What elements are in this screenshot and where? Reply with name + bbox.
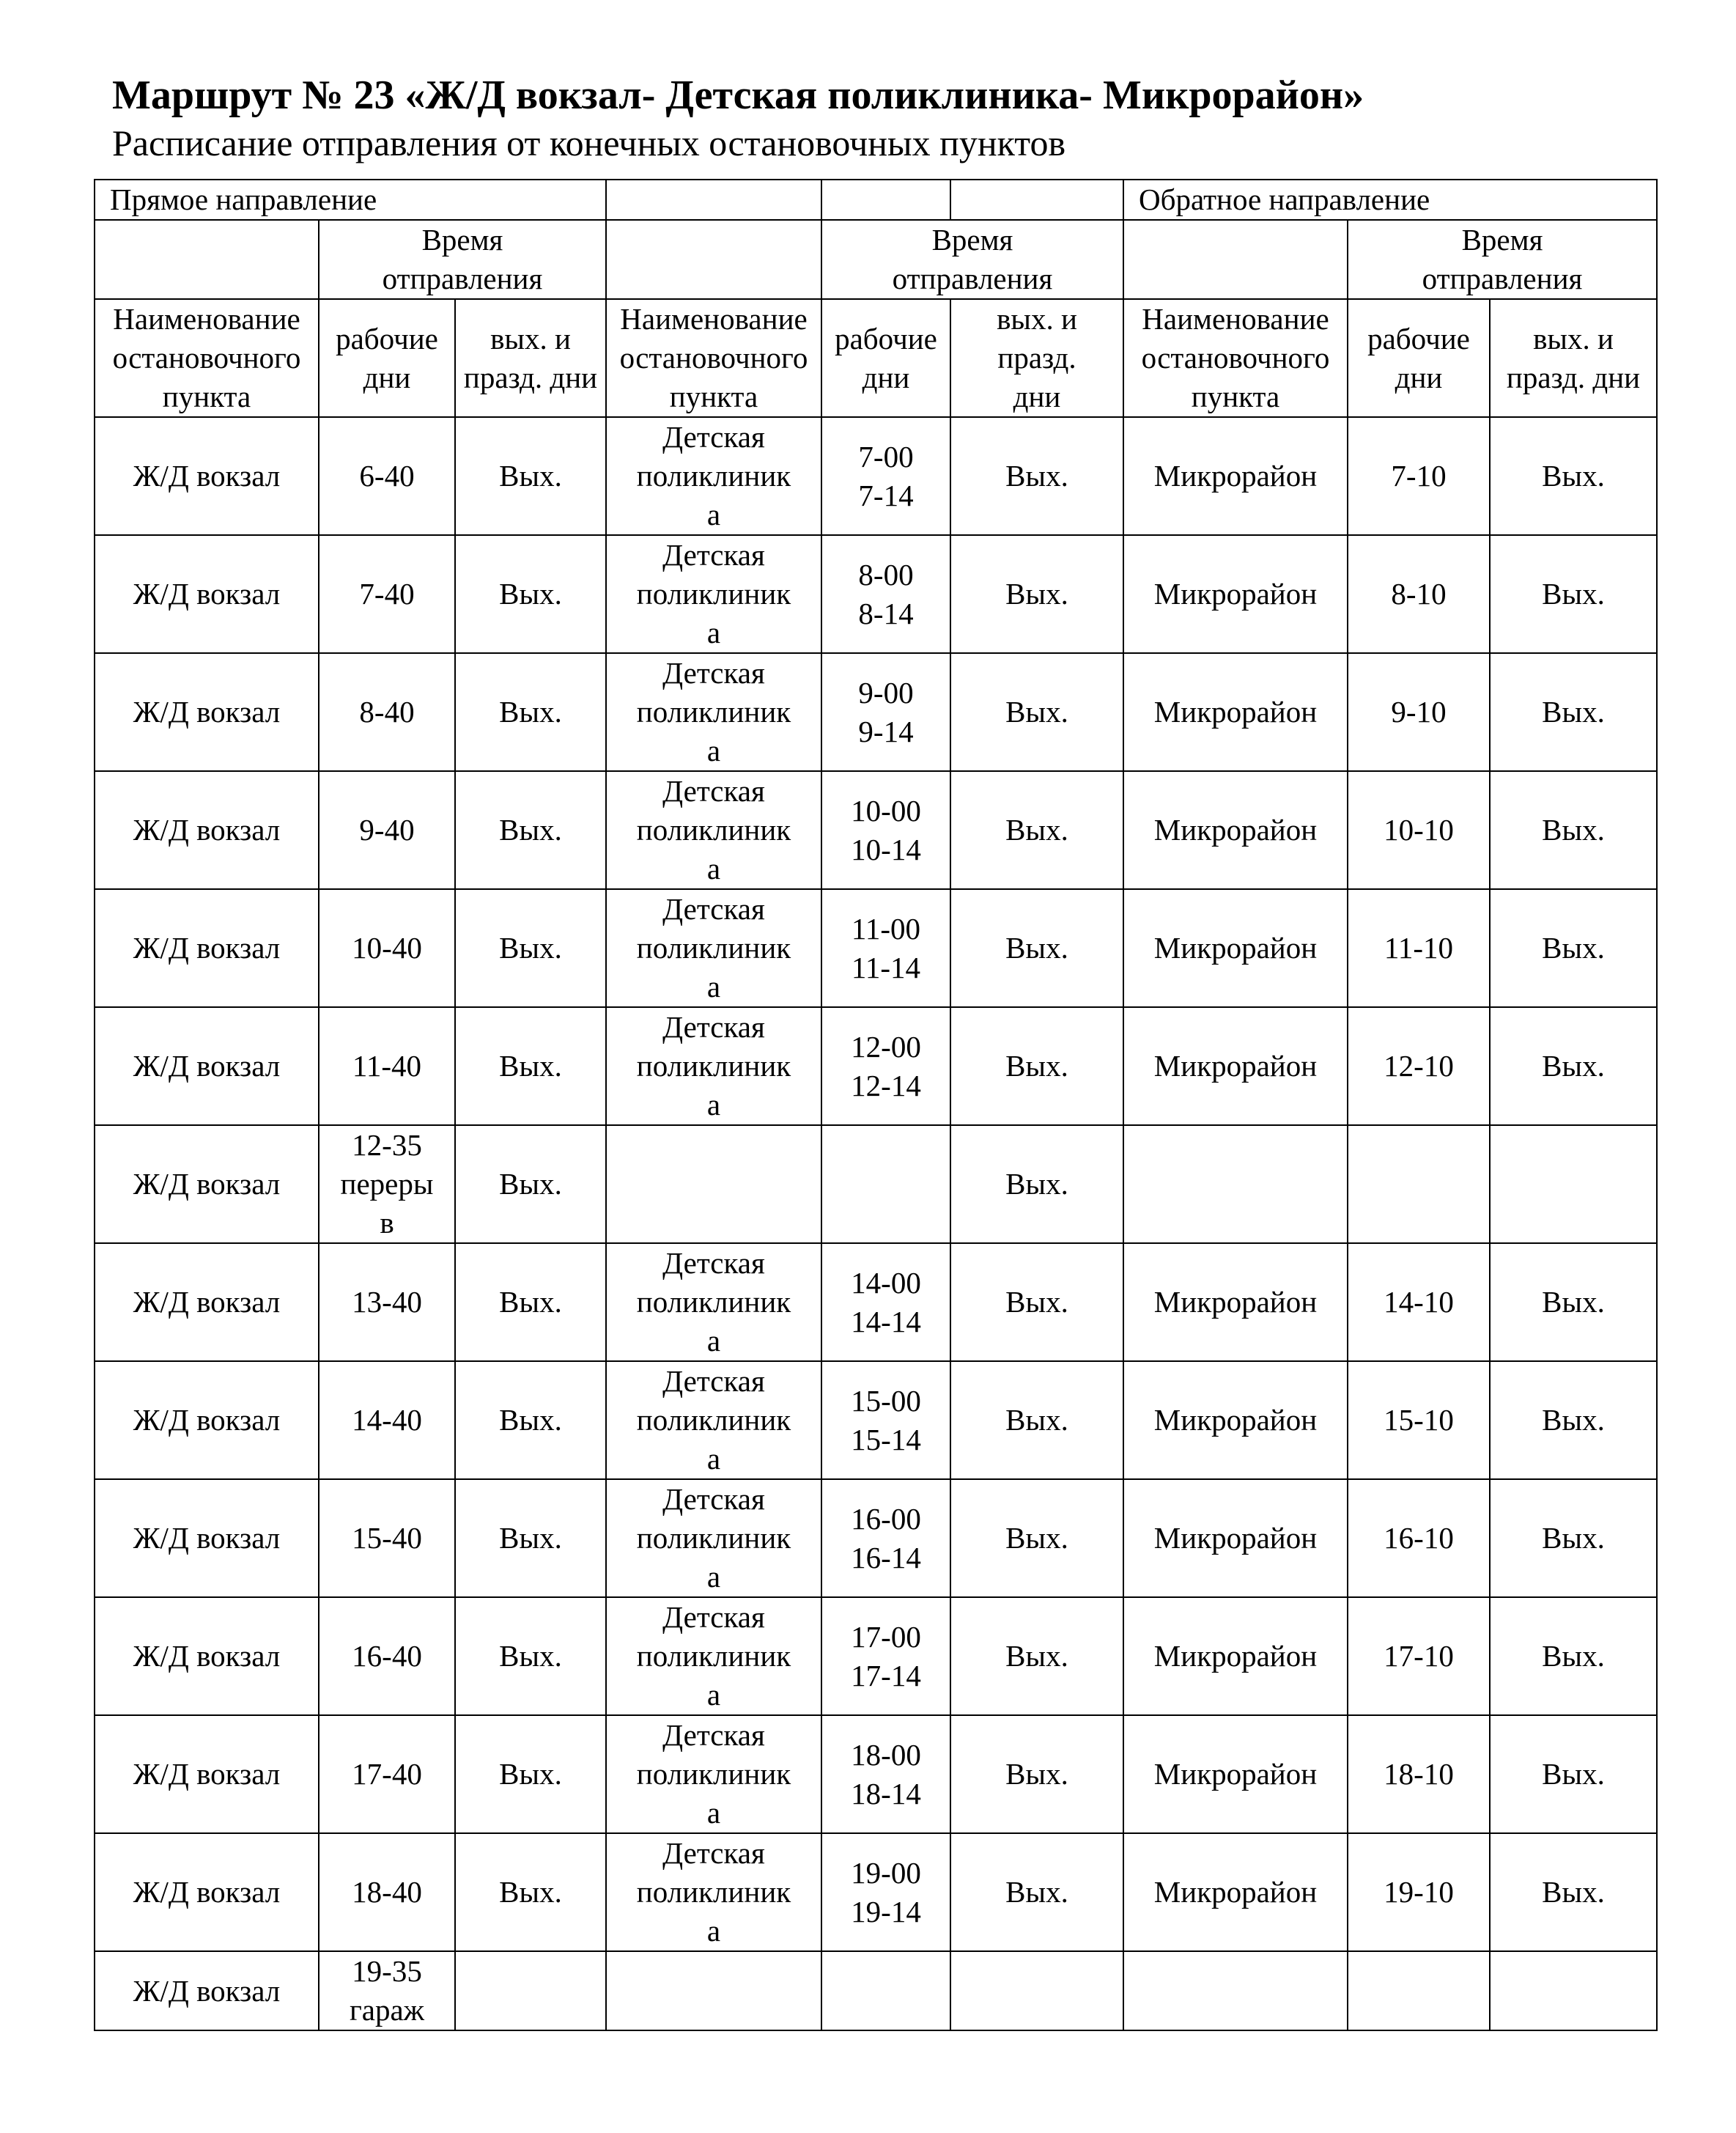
header-row-columns — [95, 299, 1657, 417]
cell-line: Детская — [662, 1364, 765, 1398]
time-middle-workdays — [821, 535, 950, 653]
stop-reverse-cell — [1123, 1125, 1348, 1243]
cell-line: 10-14 — [851, 832, 921, 866]
time-direct-workdays — [319, 1597, 455, 1715]
cell-line: гараж — [349, 1993, 425, 2027]
header-time-label: отправления — [382, 262, 543, 295]
time-reverse-workdays — [1348, 1951, 1490, 2030]
time-reverse-workdays: 9-10 — [1348, 653, 1490, 771]
cell-line: 12-00 — [851, 1029, 921, 1064]
time-middle-workdays — [821, 417, 950, 535]
header-stop-name — [606, 299, 821, 417]
stop-middle-cell — [606, 1597, 821, 1715]
header-weekends-line: празд. — [997, 341, 1076, 375]
time-direct-workdays — [319, 1007, 455, 1125]
time-middle-workdays — [821, 1597, 950, 1715]
time-direct-workdays — [319, 1951, 455, 2030]
header-stop-name-line: пункта — [1191, 380, 1280, 413]
header-weekends-line: вых. и — [1533, 321, 1614, 356]
time-reverse-workdays: 16-10 — [1348, 1479, 1490, 1597]
cell-line: 18-14 — [851, 1776, 921, 1810]
stop-middle-cell — [606, 1243, 821, 1361]
cell-line: 15-40 — [352, 1521, 422, 1555]
header-workdays — [821, 299, 950, 417]
stop-direct-cell: Ж/Д вокзал — [95, 771, 319, 889]
time-reverse-workdays: 14-10 — [1348, 1243, 1490, 1361]
cell-line: 7-40 — [359, 577, 415, 611]
time-reverse-workdays: 19-10 — [1348, 1833, 1490, 1951]
time-middle-workdays — [821, 1007, 950, 1125]
time-reverse-weekends: Вых. — [1490, 1243, 1657, 1361]
header-reverse-direction: Обратное направление — [1123, 180, 1657, 220]
header-workdays-line: рабочие — [1367, 321, 1470, 356]
header-time-middle — [821, 220, 1123, 299]
header-time-direct — [319, 220, 606, 299]
cell-line: 9-14 — [858, 714, 914, 748]
time-reverse-weekends: Вых. — [1490, 1597, 1657, 1715]
time-direct-workdays — [319, 653, 455, 771]
stop-middle-cell — [606, 535, 821, 653]
stop-direct-cell: Ж/Д вокзал — [95, 1833, 319, 1951]
header-weekends — [1490, 299, 1657, 417]
time-direct-workdays — [319, 771, 455, 889]
table-row — [95, 1715, 1657, 1833]
header-weekends — [950, 299, 1123, 417]
time-reverse-weekends — [1490, 1125, 1657, 1243]
header-time-label: Время — [931, 223, 1013, 257]
time-middle-weekends — [950, 1951, 1123, 2030]
cell-line: 17-00 — [851, 1619, 921, 1654]
header-stop-name-line: Наименование — [1142, 302, 1329, 336]
header-time-label: Время — [1461, 223, 1543, 257]
header-empty-cell — [1123, 220, 1348, 299]
cell-line: а — [706, 1324, 721, 1357]
time-middle-workdays — [821, 1125, 950, 1243]
cell-line: поликлиник — [636, 1521, 791, 1555]
time-direct-weekends: Вых. — [455, 1125, 606, 1243]
stop-reverse-cell: Микрорайон — [1123, 1361, 1348, 1479]
cell-line: 14-14 — [851, 1304, 921, 1338]
time-reverse-weekends: Вых. — [1490, 1833, 1657, 1951]
time-middle-workdays — [821, 1715, 950, 1833]
cell-line: переры — [340, 1167, 434, 1201]
table-row — [95, 1833, 1657, 1951]
time-middle-workdays — [821, 653, 950, 771]
time-reverse-workdays: 8-10 — [1348, 535, 1490, 653]
header-row-time — [95, 220, 1657, 299]
header-workdays-line: дни — [862, 360, 910, 394]
time-direct-workdays — [319, 1125, 455, 1243]
stop-direct-cell: Ж/Д вокзал — [95, 1951, 319, 2030]
table-row — [95, 1597, 1657, 1715]
cell-line: 12-14 — [851, 1068, 921, 1102]
stop-middle-cell — [606, 1715, 821, 1833]
time-reverse-workdays: 11-10 — [1348, 889, 1490, 1007]
header-stop-name-line: Наименование — [113, 302, 300, 336]
table-row — [95, 771, 1657, 889]
cell-line: а — [706, 498, 721, 531]
stop-direct-cell: Ж/Д вокзал — [95, 1479, 319, 1597]
time-reverse-weekends: Вых. — [1490, 771, 1657, 889]
header-stop-name-line: пункта — [669, 380, 758, 413]
stop-reverse-cell: Микрорайон — [1123, 1243, 1348, 1361]
header-weekends-line: вых. и — [997, 302, 1077, 336]
cell-line: 14-40 — [352, 1403, 422, 1437]
cell-line: 12-35 — [352, 1128, 422, 1162]
page-title: Маршрут № 23 «Ж/Д вокзал- Детская поликлиника- Микрорайон» — [112, 73, 1364, 118]
cell-line: поликлиник — [636, 459, 791, 493]
stop-middle-cell — [606, 889, 821, 1007]
table-row — [95, 1361, 1657, 1479]
cell-line: а — [706, 970, 721, 1003]
time-direct-workdays — [319, 1479, 455, 1597]
cell-line: а — [706, 616, 721, 649]
time-direct-weekends: Вых. — [455, 771, 606, 889]
stop-middle-cell — [606, 771, 821, 889]
time-direct-weekends: Вых. — [455, 417, 606, 535]
stop-middle-cell — [606, 417, 821, 535]
time-middle-weekends: Вых. — [950, 1833, 1123, 1951]
time-reverse-workdays: 17-10 — [1348, 1597, 1490, 1715]
header-weekends-line: вых. и — [490, 321, 571, 356]
time-reverse-weekends: Вых. — [1490, 1007, 1657, 1125]
stop-direct-cell: Ж/Д вокзал — [95, 889, 319, 1007]
cell-line: 11-40 — [352, 1049, 422, 1083]
time-middle-weekends: Вых. — [950, 1243, 1123, 1361]
cell-line: а — [706, 1914, 721, 1948]
cell-line: а — [706, 1560, 721, 1594]
stop-direct-cell: Ж/Д вокзал — [95, 1715, 319, 1833]
cell-line: поликлиник — [636, 1049, 791, 1083]
header-stop-name-line: пункта — [162, 380, 251, 413]
cell-line: поликлиник — [636, 695, 791, 729]
header-empty-cell — [950, 180, 1123, 220]
time-direct-weekends: Вых. — [455, 1715, 606, 1833]
table-row — [95, 1243, 1657, 1361]
header-stop-name-line: Наименование — [620, 302, 808, 336]
cell-line: а — [706, 1442, 721, 1476]
time-reverse-workdays: 10-10 — [1348, 771, 1490, 889]
time-reverse-weekends: Вых. — [1490, 1361, 1657, 1479]
time-middle-weekends: Вых. — [950, 1361, 1123, 1479]
stop-direct-cell: Ж/Д вокзал — [95, 1243, 319, 1361]
cell-line: 16-00 — [851, 1501, 921, 1536]
cell-line: 14-00 — [851, 1265, 921, 1300]
time-middle-weekends: Вых. — [950, 653, 1123, 771]
cell-line: а — [706, 1678, 721, 1712]
cell-line: Детская — [662, 656, 765, 690]
stop-reverse-cell: Микрорайон — [1123, 1833, 1348, 1951]
stop-direct-cell: Ж/Д вокзал — [95, 1597, 319, 1715]
cell-line: 11-14 — [851, 950, 921, 984]
cell-line: 18-40 — [352, 1875, 422, 1909]
time-middle-workdays — [821, 1833, 950, 1951]
header-stop-name-line: остановочного — [1141, 341, 1330, 375]
time-reverse-workdays: 18-10 — [1348, 1715, 1490, 1833]
cell-line: 8-40 — [359, 695, 415, 729]
time-direct-workdays — [319, 1361, 455, 1479]
stop-reverse-cell: Микрорайон — [1123, 889, 1348, 1007]
cell-line: Детская — [662, 1600, 765, 1634]
cell-line: 18-00 — [851, 1737, 921, 1772]
header-empty-cell — [95, 220, 319, 299]
cell-line: 16-14 — [851, 1540, 921, 1574]
stop-direct-cell: Ж/Д вокзал — [95, 417, 319, 535]
header-workdays-line: рабочие — [336, 321, 438, 356]
time-middle-weekends: Вых. — [950, 1007, 1123, 1125]
header-workdays — [319, 299, 455, 417]
cell-line: Детская — [662, 1836, 765, 1870]
cell-line: поликлиник — [636, 1639, 791, 1673]
header-stop-name-line: остановочного — [112, 341, 301, 375]
time-middle-weekends: Вых. — [950, 1597, 1123, 1715]
stop-middle-cell — [606, 653, 821, 771]
table-row — [95, 1951, 1657, 2030]
page-subtitle: Расписание отправления от конечных остановочных пунктов — [112, 122, 1066, 163]
header-stop-name-line: остановочного — [619, 341, 808, 375]
cell-line: 15-14 — [851, 1422, 921, 1456]
time-direct-workdays — [319, 889, 455, 1007]
header-stop-name — [1123, 299, 1348, 417]
time-direct-weekends: Вых. — [455, 1361, 606, 1479]
cell-line: 10-00 — [851, 793, 921, 828]
time-direct-weekends: Вых. — [455, 889, 606, 1007]
cell-line: 15-00 — [851, 1383, 921, 1418]
time-middle-workdays — [821, 1361, 950, 1479]
stop-reverse-cell: Микрорайон — [1123, 535, 1348, 653]
time-direct-workdays — [319, 417, 455, 535]
cell-line: Детская — [662, 774, 765, 808]
cell-line: поликлиник — [636, 1757, 791, 1791]
cell-line: Детская — [662, 1482, 765, 1516]
stop-direct-cell: Ж/Д вокзал — [95, 1007, 319, 1125]
cell-line: а — [706, 1796, 721, 1830]
time-direct-workdays — [319, 535, 455, 653]
cell-line: Детская — [662, 892, 765, 926]
header-time-label: Время — [421, 223, 503, 257]
time-direct-workdays — [319, 1833, 455, 1951]
table-row — [95, 417, 1657, 535]
table-row — [95, 889, 1657, 1007]
header-time-reverse — [1348, 220, 1657, 299]
header-time-label: отправления — [892, 262, 1053, 295]
cell-line: 11-00 — [851, 911, 921, 946]
stop-reverse-cell: Микрорайон — [1123, 653, 1348, 771]
cell-line: 19-14 — [851, 1894, 921, 1928]
stop-direct-cell: Ж/Д вокзал — [95, 1125, 319, 1243]
schedule-table — [94, 179, 1658, 2031]
time-direct-weekends: Вых. — [455, 1833, 606, 1951]
time-reverse-weekends: Вых. — [1490, 653, 1657, 771]
header-time-label: отправления — [1422, 262, 1583, 295]
table-row — [95, 535, 1657, 653]
cell-line: 7-14 — [858, 478, 914, 512]
cell-line: Детская — [662, 538, 765, 572]
time-middle-weekends: Вых. — [950, 1479, 1123, 1597]
time-direct-workdays — [319, 1243, 455, 1361]
cell-line: а — [706, 734, 721, 767]
table-row — [95, 1125, 1657, 1243]
cell-line: 10-40 — [352, 931, 422, 965]
cell-line: поликлиник — [636, 1403, 791, 1437]
cell-line: 8-14 — [858, 596, 914, 630]
time-direct-weekends — [455, 1951, 606, 2030]
cell-line: поликлиник — [636, 577, 791, 611]
table-row — [95, 653, 1657, 771]
stop-reverse-cell: Микрорайон — [1123, 1597, 1348, 1715]
time-reverse-workdays — [1348, 1125, 1490, 1243]
stop-reverse-cell: Микрорайон — [1123, 771, 1348, 889]
table-row — [95, 1007, 1657, 1125]
time-direct-weekends: Вых. — [455, 1597, 606, 1715]
header-empty-cell — [821, 180, 950, 220]
header-weekends-line: дни — [1013, 380, 1061, 413]
stop-reverse-cell: Микрорайон — [1123, 1479, 1348, 1597]
cell-line: в — [380, 1206, 394, 1239]
time-middle-workdays — [821, 1951, 950, 2030]
header-weekends-line: празд. дни — [1506, 360, 1641, 394]
header-empty-cell — [606, 180, 821, 220]
cell-line: 8-00 — [858, 557, 914, 592]
cell-line: 19-35 — [352, 1954, 422, 1988]
header-direct-direction: Прямое направление — [95, 180, 606, 220]
time-reverse-weekends — [1490, 1951, 1657, 2030]
cell-line: 19-00 — [851, 1855, 921, 1890]
time-middle-workdays — [821, 1243, 950, 1361]
time-direct-weekends: Вых. — [455, 1243, 606, 1361]
time-middle-workdays — [821, 771, 950, 889]
cell-line: Детская — [662, 420, 765, 454]
cell-line: поликлиник — [636, 1285, 791, 1319]
cell-line: 6-40 — [359, 459, 415, 493]
cell-line: поликлиник — [636, 931, 791, 965]
time-middle-weekends: Вых. — [950, 771, 1123, 889]
stop-middle-cell — [606, 1361, 821, 1479]
cell-line: 16-40 — [352, 1639, 422, 1673]
stop-reverse-cell: Микрорайон — [1123, 417, 1348, 535]
cell-line: 13-40 — [352, 1285, 422, 1319]
header-workdays — [1348, 299, 1490, 417]
time-reverse-weekends: Вых. — [1490, 417, 1657, 535]
time-direct-weekends: Вых. — [455, 1479, 606, 1597]
time-middle-weekends: Вых. — [950, 535, 1123, 653]
stop-middle-cell — [606, 1479, 821, 1597]
time-reverse-workdays: 12-10 — [1348, 1007, 1490, 1125]
cell-line: Детская — [662, 1718, 765, 1752]
time-reverse-workdays: 7-10 — [1348, 417, 1490, 535]
cell-line: Детская — [662, 1246, 765, 1280]
cell-line: 7-00 — [858, 439, 914, 474]
header-workdays-line: дни — [1395, 360, 1443, 394]
time-direct-weekends: Вых. — [455, 535, 606, 653]
time-middle-weekends: Вых. — [950, 417, 1123, 535]
header-workdays-line: рабочие — [835, 321, 937, 356]
time-direct-workdays — [319, 1715, 455, 1833]
stop-direct-cell: Ж/Д вокзал — [95, 1361, 319, 1479]
stop-reverse-cell: Микрорайон — [1123, 1007, 1348, 1125]
cell-line: Детская — [662, 1010, 765, 1044]
time-middle-workdays — [821, 889, 950, 1007]
header-workdays-line: дни — [363, 360, 411, 394]
time-middle-weekends: Вых. — [950, 1125, 1123, 1243]
time-reverse-weekends: Вых. — [1490, 1715, 1657, 1833]
stop-middle-cell — [606, 1833, 821, 1951]
cell-line: 9-00 — [858, 675, 914, 710]
time-direct-weekends: Вых. — [455, 653, 606, 771]
header-weekends-line: празд. дни — [463, 360, 598, 394]
stop-middle-cell — [606, 1007, 821, 1125]
time-direct-weekends: Вых. — [455, 1007, 606, 1125]
cell-line: поликлиник — [636, 1875, 791, 1909]
stop-direct-cell: Ж/Д вокзал — [95, 535, 319, 653]
stop-middle-cell — [606, 1125, 821, 1243]
time-middle-weekends: Вых. — [950, 889, 1123, 1007]
time-reverse-weekends: Вых. — [1490, 1479, 1657, 1597]
time-middle-workdays — [821, 1479, 950, 1597]
time-reverse-weekends: Вых. — [1490, 535, 1657, 653]
cell-line: 17-40 — [352, 1757, 422, 1791]
cell-line: а — [706, 1088, 721, 1121]
header-row-direction — [95, 180, 1657, 220]
cell-line: 9-40 — [359, 813, 415, 847]
stop-direct-cell: Ж/Д вокзал — [95, 653, 319, 771]
stop-reverse-cell — [1123, 1951, 1348, 2030]
header-stop-name — [95, 299, 319, 417]
header-empty-cell — [606, 220, 821, 299]
cell-line: 17-14 — [851, 1658, 921, 1692]
stop-reverse-cell: Микрорайон — [1123, 1715, 1348, 1833]
time-reverse-weekends: Вых. — [1490, 889, 1657, 1007]
table-row — [95, 1479, 1657, 1597]
time-middle-weekends: Вых. — [950, 1715, 1123, 1833]
cell-line: поликлиник — [636, 813, 791, 847]
header-weekends — [455, 299, 606, 417]
time-reverse-workdays: 15-10 — [1348, 1361, 1490, 1479]
stop-middle-cell — [606, 1951, 821, 2030]
cell-line: а — [706, 852, 721, 885]
